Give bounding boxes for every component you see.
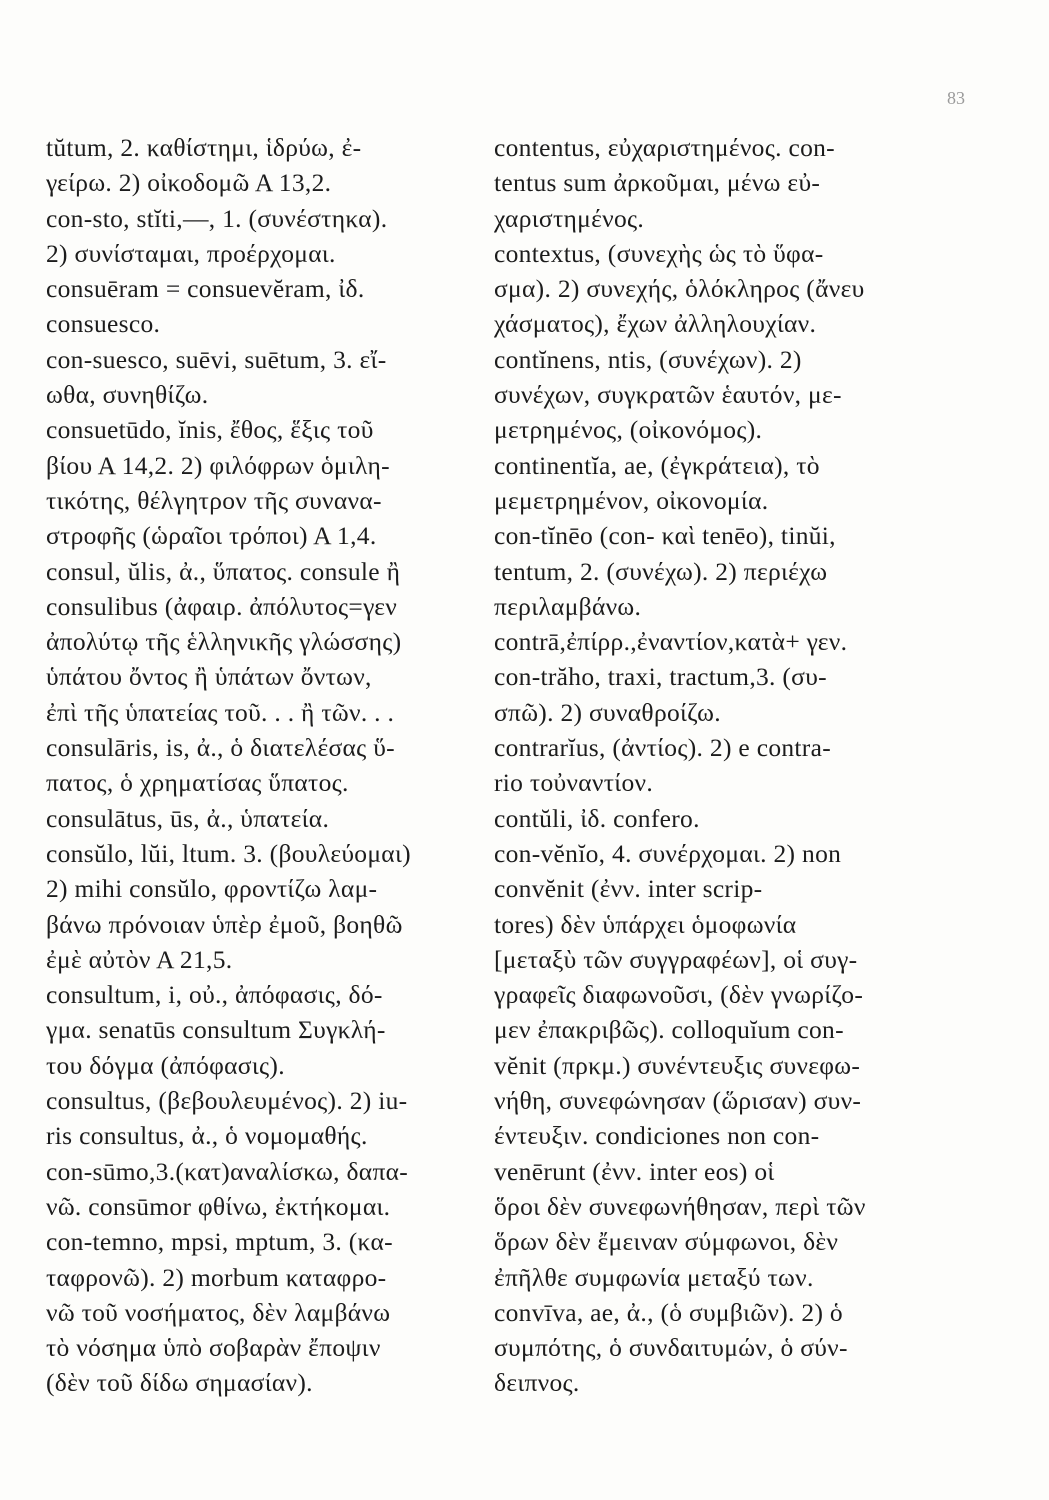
dictionary-line: con-vĕnĭo, 4. συνέρχομαι. 2) non bbox=[494, 838, 842, 868]
dictionary-line: σμα). 2) συνεχής, ὁλόκληρος (ἄνευ bbox=[494, 274, 865, 304]
dictionary-line: πατος, ὁ χρηματίσας ὕπατος. bbox=[46, 768, 349, 798]
dictionary-line: consultus, (βεβουλευμένος). 2) iu- bbox=[46, 1086, 408, 1116]
dictionary-line: tentum, 2. (συνέχω). 2) περιέχω bbox=[494, 556, 828, 586]
right-column bbox=[494, 130, 954, 1401]
dictionary-line: continentĭa, ae, (ἐγκράτεια), τὸ bbox=[494, 450, 820, 480]
dictionary-line: consulātus, ūs, ἀ., ὑπατεία. bbox=[46, 803, 330, 833]
dictionary-line: νῶ. consūmor φθίνω, ἐκτήκομαι. bbox=[46, 1191, 391, 1221]
dictionary-line: τικότης, θέλγητρον τῆς συνανα- bbox=[46, 485, 382, 515]
dictionary-line: contŭli, ἰδ. confero. bbox=[494, 803, 700, 833]
dictionary-line: contextus, (συνεχὴς ὡς τὸ ὕφα- bbox=[494, 238, 824, 268]
dictionary-line: consuetūdo, ĭnis, ἔθος, ἕξις τοῦ bbox=[46, 415, 374, 445]
dictionary-line: βίου Α 14,2. 2) φιλόφρων ὁμιλη- bbox=[46, 450, 390, 480]
dictionary-line: tŭtum, 2. καθίστημι, ἱδρύω, ἐ- bbox=[46, 133, 362, 162]
dictionary-line: ἐπὶ τῆς ὑπατείας τοῦ. . . ἢ τῶν. . . bbox=[46, 697, 395, 727]
dictionary-line: consul, ŭlis, ἀ., ὕπατος. consule ἢ bbox=[46, 556, 401, 586]
dictionary-line: τὸ νόσημα ὑπὸ σοβαρὰν ἔποψιν bbox=[46, 1333, 381, 1363]
dictionary-line: συμπότης, ὁ συνδαιτυμών, ὁ σύν- bbox=[494, 1333, 848, 1363]
dictionary-line: ταφρονῶ). 2) morbum καταφρο- bbox=[46, 1262, 387, 1292]
dictionary-line: con-sto, stĭti,—, 1. (συνέστηκα). bbox=[46, 203, 388, 233]
dictionary-line: ἐμὲ αὐτὸν Α 21,5. bbox=[46, 944, 233, 974]
dictionary-line: γείρω. 2) οἰκοδομῶ Α 13,2. bbox=[46, 168, 332, 198]
dictionary-line: ωθα, συνηθίζω. bbox=[46, 380, 209, 410]
page-number: 83 bbox=[947, 88, 965, 108]
dictionary-line: tores) δὲν ὑπάρχει ὁμοφωνία bbox=[494, 909, 797, 939]
dictionary-line: του δόγμα (ἀπόφασις). bbox=[46, 1050, 285, 1080]
dictionary-line: μεμετρημένον, οἰκονομία. bbox=[494, 485, 769, 515]
dictionary-line: περιλαμβάνω. bbox=[494, 591, 642, 621]
dictionary-line: consultum, i, οὐ., ἀπόφασις, δό- bbox=[46, 980, 383, 1010]
dictionary-line: έντευξιν. condiciones non con- bbox=[494, 1121, 820, 1151]
dictionary-line: vĕnit (πρκμ.) συνέντευξις συνεφω- bbox=[494, 1050, 861, 1080]
dictionary-line: contentus, εὐχαριστημένος. con- bbox=[494, 133, 835, 162]
dictionary-line: consulibus (ἀφαιρ. ἀπόλυτος=γεν bbox=[46, 591, 398, 621]
dictionary-line: con-trăho, traxi, tractum,3. (συ- bbox=[494, 662, 827, 692]
dictionary-line: con-sūmo,3.(κατ)αναλίσκω, δαπα- bbox=[46, 1156, 409, 1186]
dictionary-line: χάσματος), ἔχων ἀλληλουχίαν. bbox=[494, 309, 817, 339]
dictionary-line: στροφῆς (ὡραῖοι τρόποι) Α 1,4. bbox=[46, 521, 377, 551]
dictionary-line: βάνω πρόνοιαν ὑπὲρ ἐμοῦ, βοηθῶ bbox=[46, 909, 403, 939]
dictionary-line: γραφεῖς διαφωνοῦσι, (δὲν γνωρίζο- bbox=[494, 980, 864, 1010]
dictionary-line: consŭlo, lŭi, ltum. 3. (βουλεύομαι) bbox=[46, 838, 411, 868]
dictionary-line: χαριστημένος. bbox=[494, 203, 645, 233]
dictionary-line: venērunt (ἐνν. inter eos) οἱ bbox=[494, 1156, 775, 1186]
dictionary-line: 2) mihi consŭlo, φροντίζω λαμ- bbox=[46, 874, 378, 904]
dictionary-line: ἐπῆλθε συμφωνία μεταξύ των. bbox=[494, 1262, 814, 1292]
dictionary-line: ὑπάτου ὄντος ἢ ὑπάτων ὄντων, bbox=[46, 662, 372, 692]
dictionary-line: ὅρων δὲν ἔμειναν σύμφωνοι, δὲν bbox=[494, 1227, 839, 1257]
dictionary-line: con-tĭnēo (con- καὶ tenēo), tinŭi, bbox=[494, 521, 836, 551]
dictionary-line: (δὲν τοῦ δίδω σημασίαν). bbox=[46, 1368, 313, 1398]
dictionary-line: γμα. senatūs consultum Συγκλή- bbox=[46, 1015, 386, 1045]
dictionary-line: ὅροι δὲν συνεφωνήθησαν, περὶ τῶν bbox=[494, 1191, 866, 1221]
dictionary-line: μετρημένος, (οἰκονόμος). bbox=[494, 415, 763, 445]
dictionary-line: con-temno, mpsi, mptum, 3. (κα- bbox=[46, 1227, 393, 1257]
dictionary-line: μεν ἐπακριβῶς). colloquĭum con- bbox=[494, 1015, 844, 1045]
dictionary-line: convīva, ae, ἀ., (ὁ συμβιῶν). 2) ὁ bbox=[494, 1297, 843, 1327]
dictionary-line: consuesco. bbox=[46, 309, 161, 339]
dictionary-line: contrarĭus, (ἀντίος). 2) e contra- bbox=[494, 733, 832, 763]
dictionary-line: σπῶ). 2) συναθροίζω. bbox=[494, 697, 721, 727]
dictionary-line: νήθη, συνεφώνησαν (ὥρισαν) συν- bbox=[494, 1086, 862, 1116]
dictionary-line: 2) συνίσταμαι, προέρχομαι. bbox=[46, 238, 336, 268]
left-column bbox=[46, 130, 486, 1401]
dictionary-line: contĭnens, ntis, (συνέχων). 2) bbox=[494, 344, 802, 374]
dictionary-line: συνέχων, συγκρατῶν ἑαυτόν, με- bbox=[494, 380, 842, 410]
dictionary-line: [μεταξὺ τῶν συγγραφέων], οἱ συγ- bbox=[494, 944, 858, 974]
dictionary-line: rio τοὐναντίον. bbox=[494, 768, 654, 798]
dictionary-line: ἀπολύτῳ τῆς ἑλληνικῆς γλώσσης) bbox=[46, 627, 402, 657]
dictionary-line: tentus sum ἀρκοῦμαι, μένω εὐ- bbox=[494, 168, 821, 198]
dictionary-line: consuēram = consuevĕram, ἰδ. bbox=[46, 274, 365, 304]
dictionary-line: consulāris, is, ἀ., ὁ διατελέσας ὕ- bbox=[46, 733, 395, 763]
dictionary-line: con-suesco, suēvi, suētum, 3. εἴ- bbox=[46, 344, 387, 374]
dictionary-line: contrā,ἐπίρρ.,ἐναντίον,κατὰ+ γεν. bbox=[494, 627, 848, 657]
dictionary-line: νῶ τοῦ νοσήματος, δὲν λαμβάνω bbox=[46, 1297, 391, 1327]
dictionary-line: δειπνος. bbox=[494, 1368, 580, 1398]
dictionary-line: ris consultus, ἀ., ὁ νομομαθής. bbox=[46, 1121, 368, 1151]
dictionary-line: convĕnit (ἐνν. inter scrip- bbox=[494, 874, 763, 904]
